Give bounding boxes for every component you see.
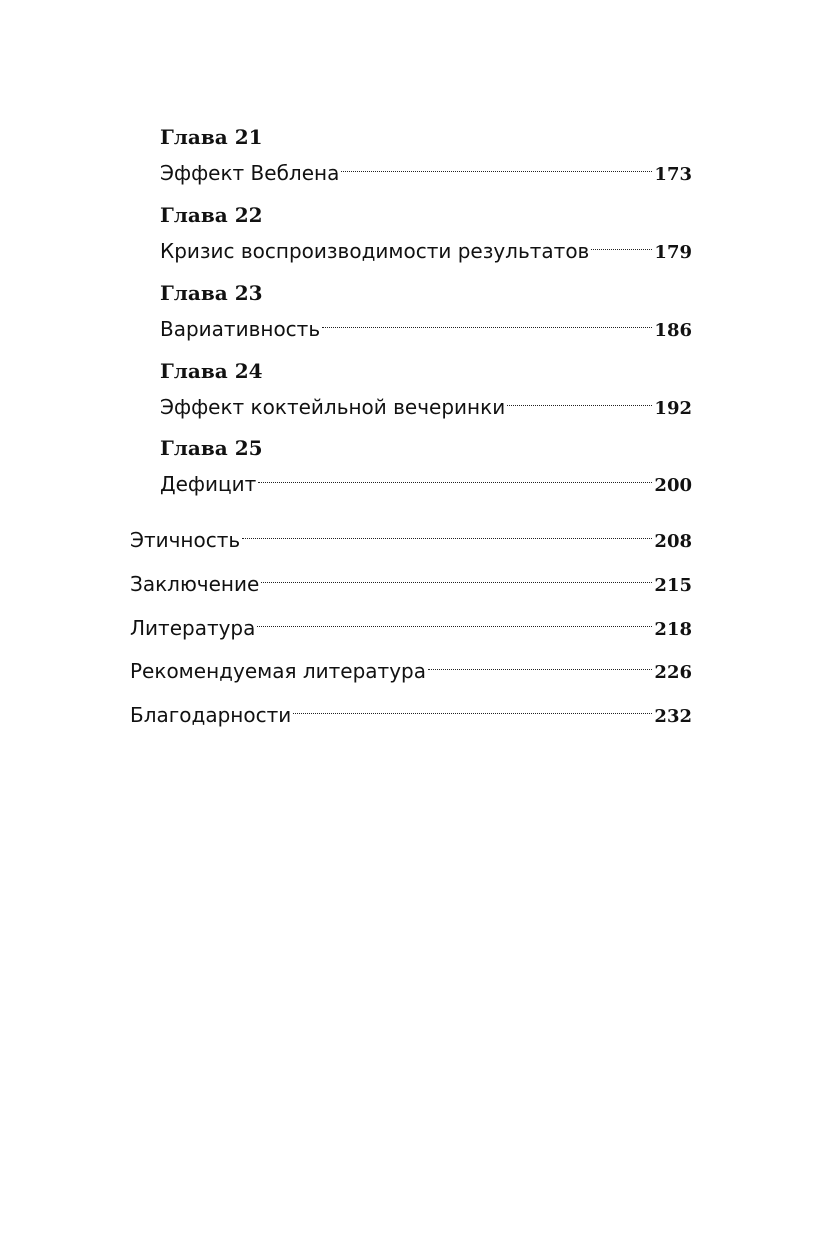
entry-title: Литература [130,616,256,640]
toc-section-acknowledgements[interactable] [130,692,692,727]
toc-entry[interactable] [160,228,692,263]
toc-section-ethics[interactable] [130,517,692,552]
toc-section-conclusion[interactable] [130,561,692,596]
chapter-label: Глава 24 [160,359,263,383]
dot-leader [591,228,652,258]
toc-entry[interactable] [160,306,692,341]
toc-entry[interactable] [160,150,692,185]
dot-leader [257,605,652,635]
chapter-label: Глава 23 [160,281,263,305]
entry-title: Заключение [130,572,260,596]
toc-entry[interactable] [160,384,692,419]
toc-chapter-23 [160,280,692,341]
entry-title: Эффект Веблена [160,161,340,185]
entry-title: Дефицит [160,472,257,496]
dot-leader [293,692,652,722]
chapter-label: Глава 22 [160,203,263,227]
toc-entry[interactable] [160,461,692,496]
dot-leader [261,561,652,591]
page-number: 215 [654,575,692,596]
toc-section-literature[interactable] [130,605,692,640]
chapter-label: Глава 25 [160,436,263,460]
toc-section-recommended-literature[interactable] [130,648,692,683]
chapter-label: Глава 21 [160,125,263,149]
page-number: 186 [654,320,692,341]
toc-chapter-21 [160,124,692,185]
dot-leader [258,461,652,491]
entry-title: Этичность [130,528,241,552]
entry-title: Благодарности [130,703,292,727]
dot-leader [242,517,652,547]
page-number: 208 [654,531,692,552]
page-number: 218 [654,619,692,640]
toc-chapter-24 [160,358,692,419]
toc-chapter-22 [160,202,692,263]
page-number: 179 [654,242,692,263]
page-number: 173 [654,164,692,185]
page-number: 226 [654,662,692,683]
page-number: 232 [654,706,692,727]
entry-title: Рекомендуемая литература [130,659,426,683]
dot-leader [322,306,652,336]
dot-leader [428,648,652,678]
dot-leader [507,384,652,414]
entry-title: Кризис воспроизводимости результатов [160,239,590,263]
dot-leader [341,150,652,180]
page-number: 200 [654,475,692,496]
entry-title: Эффект коктейльной вечеринки [160,395,506,419]
entry-title: Вариативность [160,317,321,341]
toc-chapter-25 [160,435,692,496]
page-number: 192 [654,398,692,419]
